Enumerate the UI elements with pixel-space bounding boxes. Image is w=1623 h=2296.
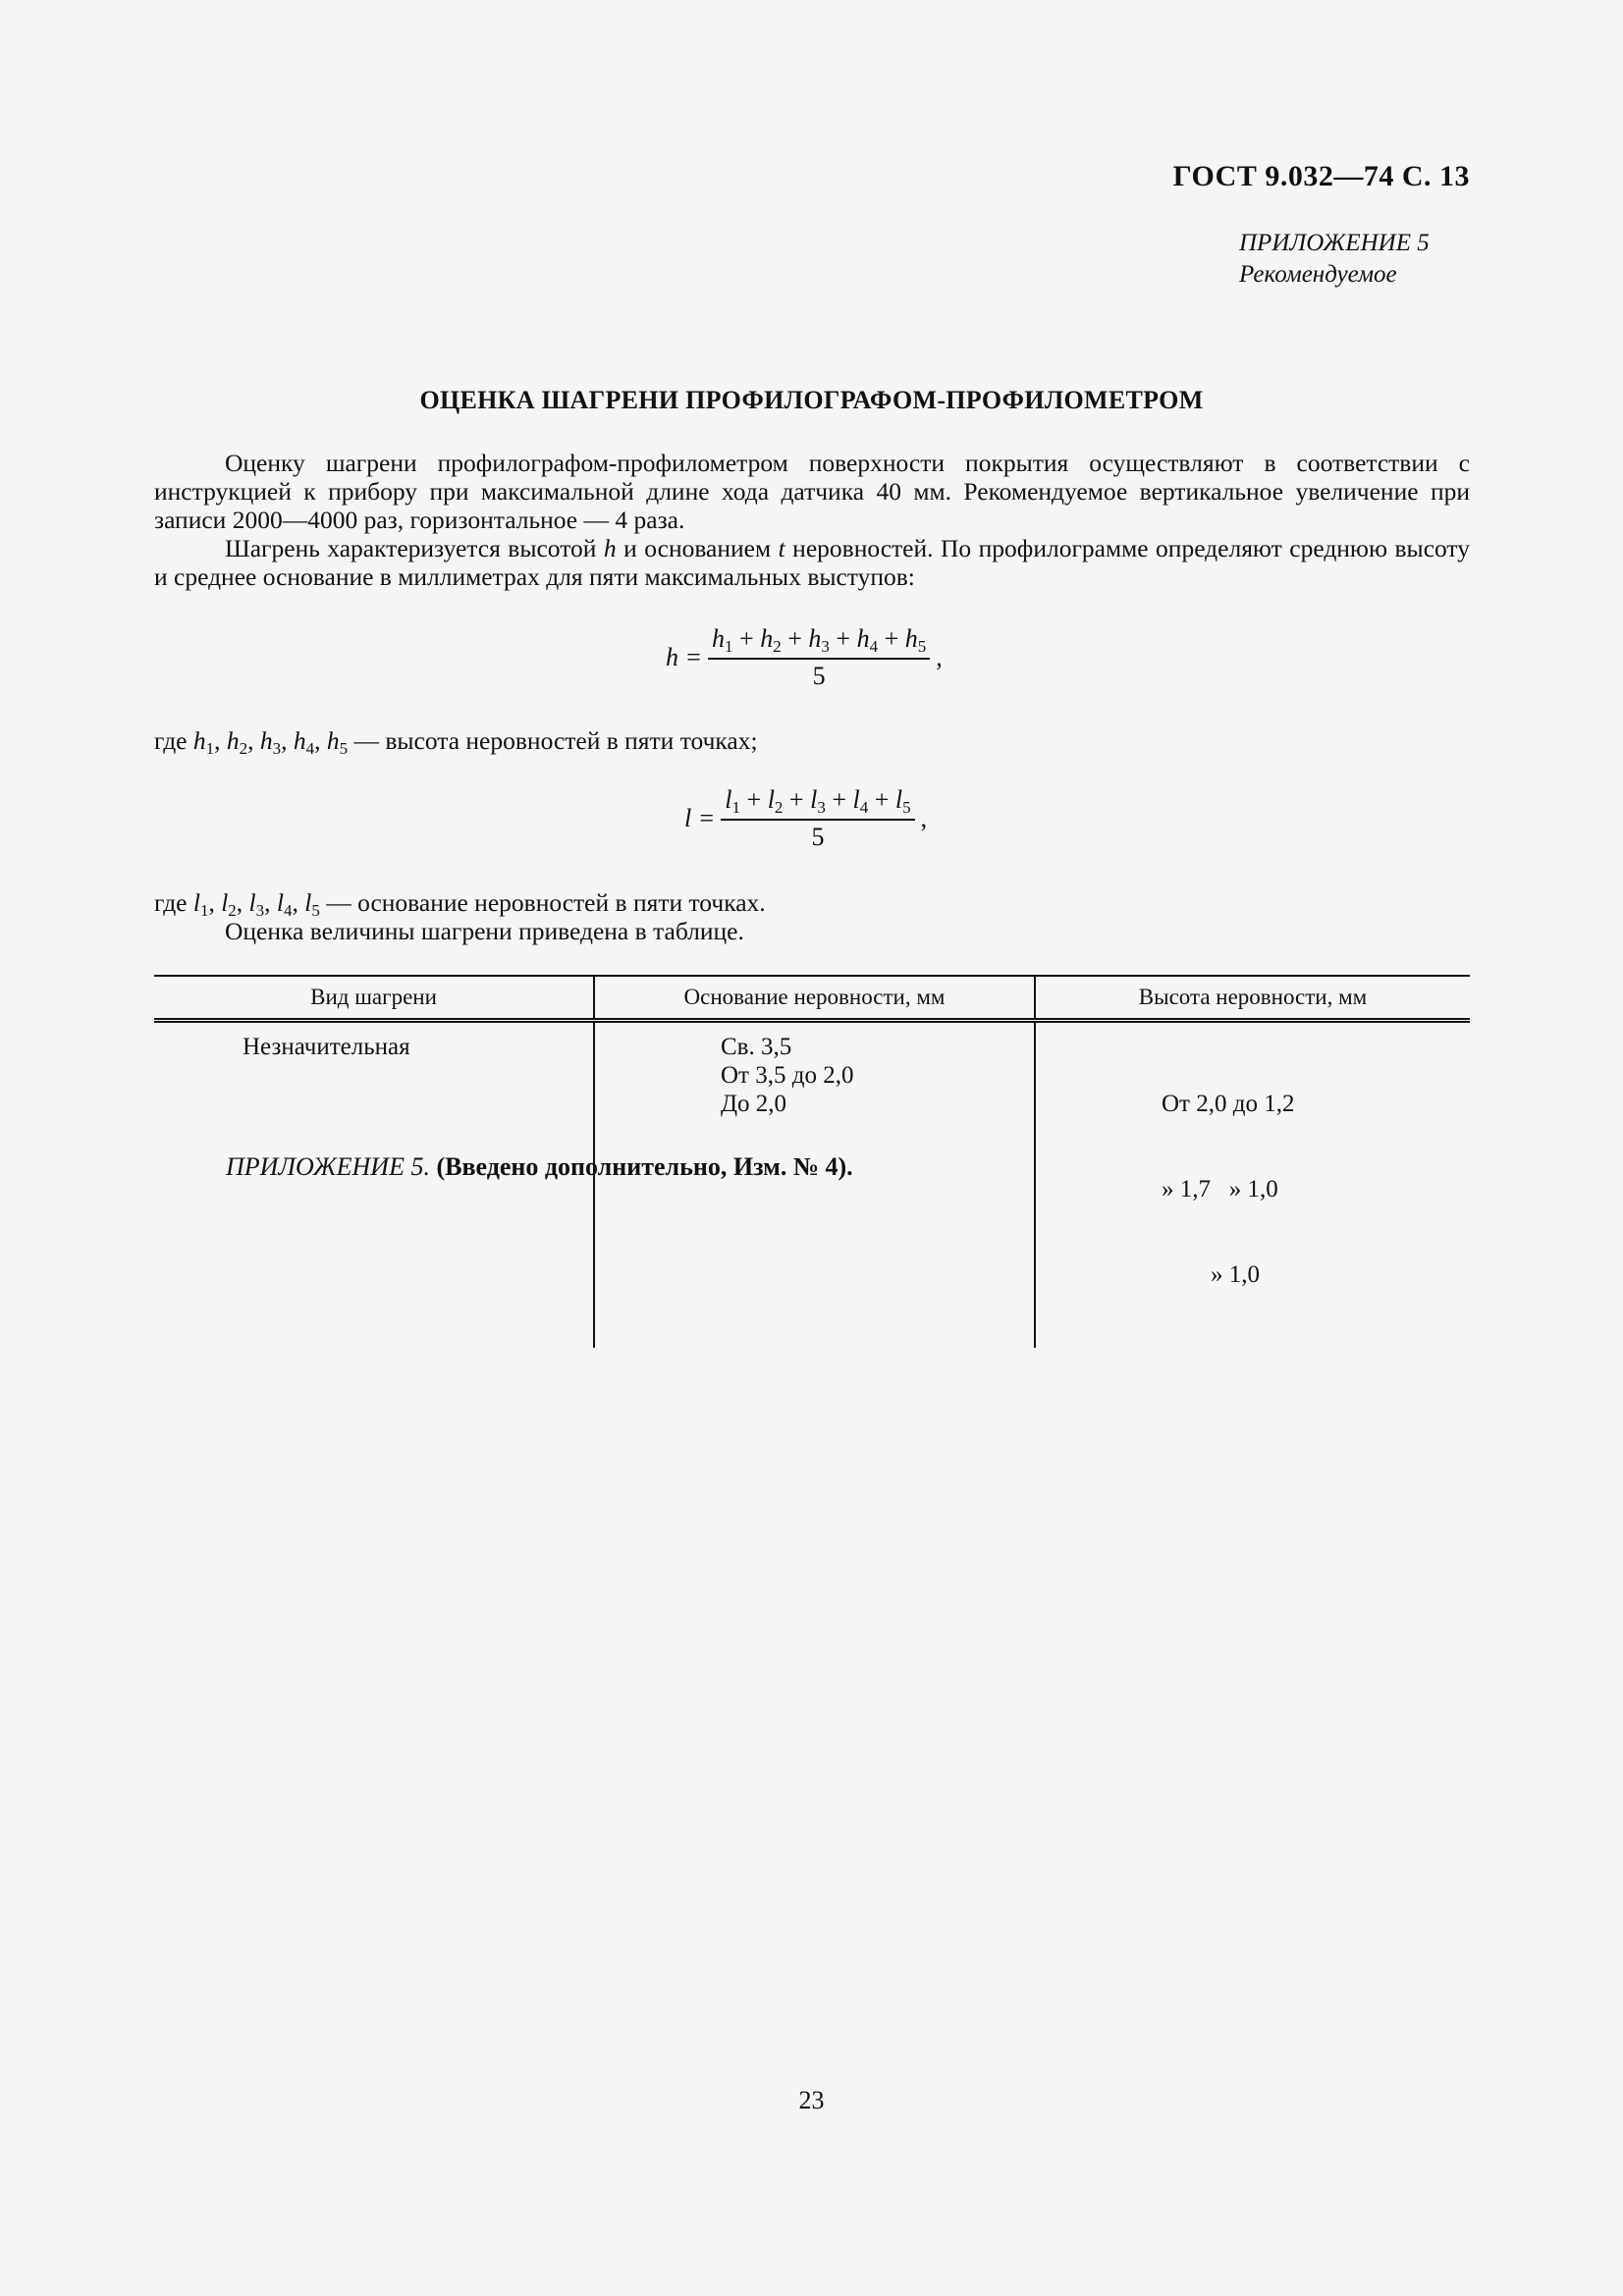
cell-height: От 2,0 до 1,2 » 1,7 » 1,0 » 1,0	[1035, 1021, 1470, 1349]
formula-h-numerator: $h_1 + h_2 + h_3 + h_4 + h_5$	[708, 624, 930, 660]
formula-h	[666, 624, 943, 691]
note-label: ПРИЛОЖЕНИЕ 5.	[226, 1152, 430, 1181]
header-type: Вид шагрени	[154, 976, 594, 1021]
document-header: ГОСТ 9.032—74 С. 13	[1172, 160, 1470, 192]
formula-l-lhs: l =	[684, 804, 716, 832]
note-text: (Введено дополнительно, Изм. № 4).	[436, 1152, 853, 1181]
cell-base: Св. 3,5 От 3,5 до 2,0 До 2,0	[594, 1021, 1035, 1349]
where-l-block	[154, 888, 1470, 945]
formula-l-fraction	[721, 785, 914, 852]
appendix-label: ПРИЛОЖЕНИЕ 5	[1239, 230, 1430, 256]
formula-h-lhs: h =	[666, 643, 703, 671]
intro-paragraphs	[154, 449, 1470, 591]
appendix-note	[226, 1152, 853, 1182]
formula-l-numerator: $l_1 + l_2 + l_3 + l_4 + l_5$	[721, 785, 914, 821]
table-row	[154, 1021, 1470, 1349]
paragraph-2: Шагрень характеризуется высотой h и основанием t неровностей. По профилограмме определяют среднюю высоту и среднее основание в миллиметрах для пяти максимальных выступов:	[154, 534, 1470, 591]
formula-h-comma: ,	[936, 643, 943, 671]
where-l-line: где $l_1$, $l_2$, $l_3$, $l_4$, $l_5$ — основание неровностей в пяти точках.	[154, 888, 766, 920]
table-intro: Оценка величины шагрени приведена в таблице.	[225, 917, 744, 945]
formula-l	[684, 785, 927, 852]
formula-h-fraction	[708, 624, 930, 691]
appendix-status: Рекомендуемое	[1239, 261, 1397, 288]
page-number: 23	[798, 2086, 825, 2114]
cell-type: Незначительная	[243, 1034, 410, 1060]
header-height: Высота неровности, мм	[1035, 976, 1470, 1021]
formula-h-denominator: 5	[812, 662, 826, 690]
formula-l-denominator: 5	[811, 823, 825, 851]
formula-l-comma: ,	[920, 804, 928, 832]
section-title: ОЦЕНКА ШАГРЕНИ ПРОФИЛОГРАФОМ-ПРОФИЛОМЕТРОМ	[419, 386, 1204, 414]
table-header-row	[154, 976, 1470, 1021]
header-base: Основание неровности, мм	[594, 976, 1035, 1021]
where-h-line: где $h_1$, $h_2$, $h_3$, $h_4$, $h_5$ — высота неровностей в пяти точках;	[154, 726, 758, 758]
appendix-block	[1239, 228, 1430, 291]
paragraph-1: Оценку шагрени профилографом-профилометром поверхности покрытия осуществляют в соответствии с инструкцией к прибору при максимальной длине хода датчика 40 мм. Рекомендуемое вертикальное увеличение при записи 2000—4000 раз, горизонтальное — 4 раза.	[154, 449, 1470, 534]
